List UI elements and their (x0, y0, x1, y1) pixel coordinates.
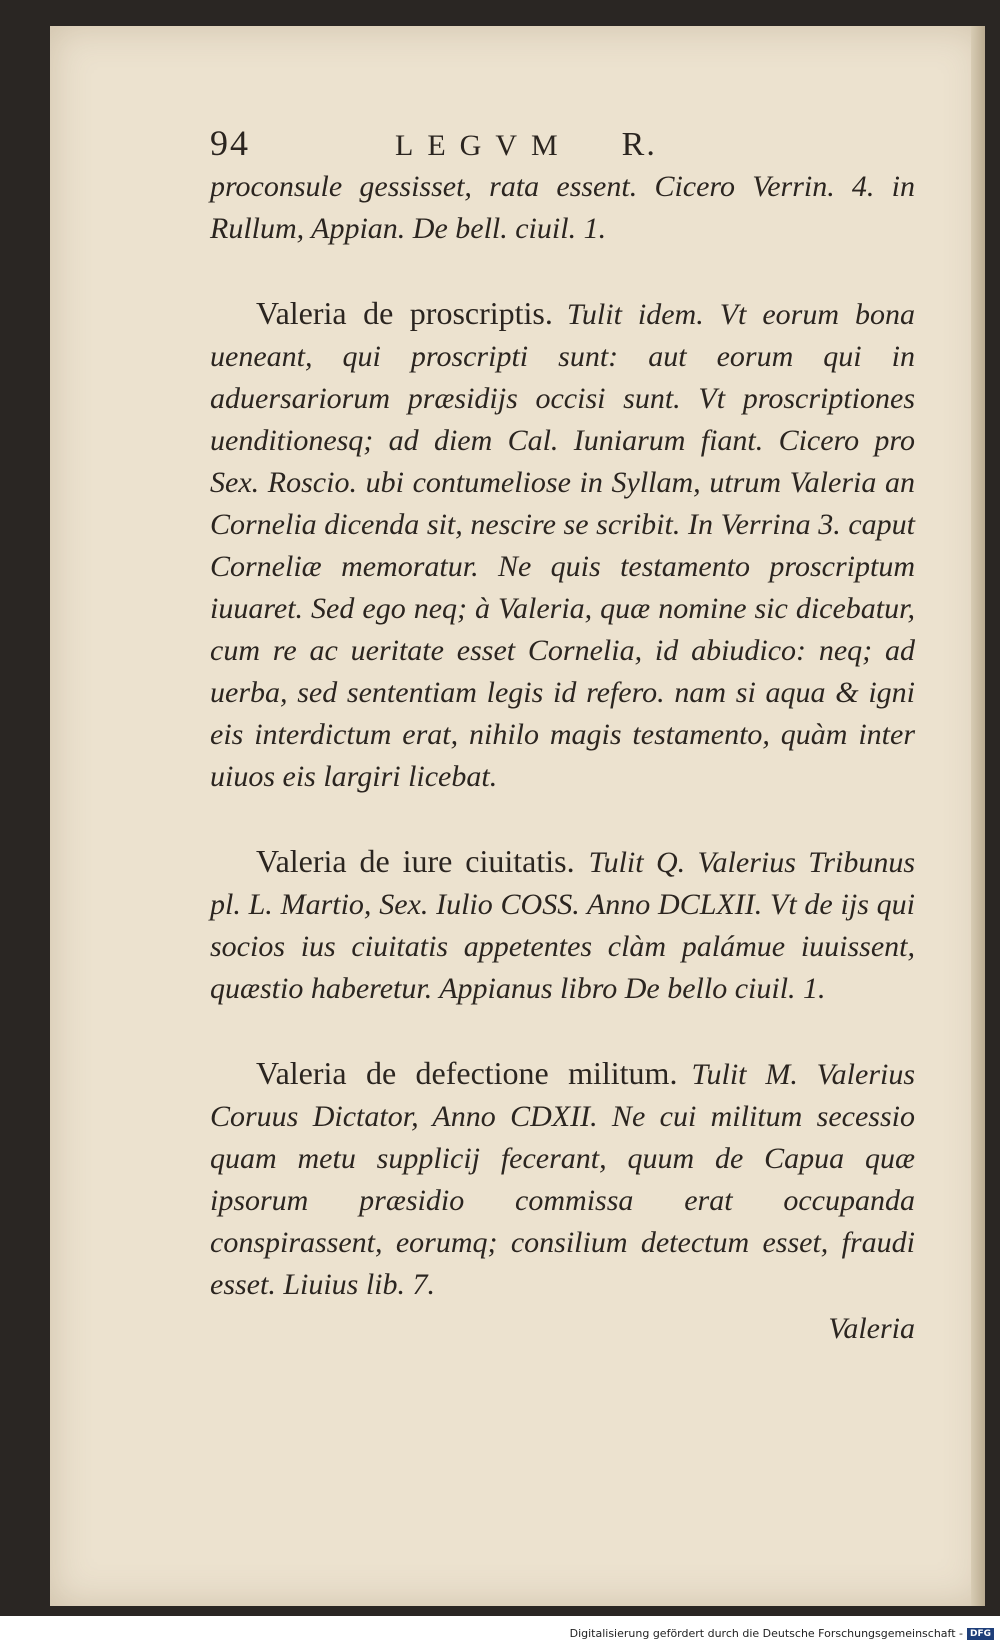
paragraph-text: Tulit idem. Vt eorum bona ueneant, qui proscripti sunt: aut eorum qui in aduersariorum præsidijs occisi sunt. Vt proscriptiones uenditionesq; ad diem Cal. Iuniarum fiant. Cicero pro Sex. Roscio. ubi contumeliose in Syllam, utrum Valeria an Cornelia dicenda sit, nescire se scribit. In Verrina 3. caput Corneliæ memoratur. Ne quis testamento proscriptum iuuaret. Sed ego neq; à Valeria, quæ nomine sic dicebatur, cum re ac ueritate esset Cornelia, id abiudico: neq; ad uerba, sed sententiam legis id refero. nam si aqua & igni eis interdictum erat, nihilo magis testamento, quàm inter uiuos eis largiri licebat. (210, 298, 916, 793)
paragraph-continuation (210, 166, 915, 250)
paragraph-spacer (210, 250, 915, 292)
paragraph-lex-valeria-proscriptis (210, 292, 915, 798)
page-number: 94 (210, 123, 250, 163)
running-title: LEGVM (395, 129, 572, 162)
page-edge (971, 26, 985, 1606)
book-page (50, 26, 985, 1606)
paragraph-spacer (210, 798, 915, 840)
catchword: Valeria (828, 1312, 915, 1345)
paragraph-lex-valeria-defectione (210, 1052, 915, 1306)
dfg-logo: DFG (967, 1628, 994, 1640)
digitization-credit (570, 1627, 994, 1640)
paragraph-text: Tulit Q. Valerius Tribunus pl. L. Martio, Sex. Iulio COSS. Anno DCLXII. Vt de ijs qui socios ius ciuitatis appetentes clàm palámue iuuissent, quæstio haberetur. Appianus libro De bello ciuil. 1. (210, 846, 915, 1005)
paragraph-lex-valeria-iure-ciuitatis (210, 840, 915, 1010)
paragraph-heading: Valeria de iure ciuitatis. (256, 843, 575, 879)
page-content (210, 122, 915, 1346)
paragraph-heading: Valeria de defectione militum. (256, 1055, 678, 1091)
running-title-letter: R. (621, 126, 657, 163)
paragraph-heading: Valeria de proscriptis. (256, 295, 553, 331)
running-head (210, 122, 915, 166)
paragraph-spacer (210, 1010, 915, 1052)
paragraph-text: Tulit M. Valerius Coruus Dictator, Anno CDXII. Ne cui militum secessio quam metu supplicij fecerant, quum de Capua quæ ipsorum præsidio commissa erat occupanda conspirassent, eorumq; consilium detectum esset, fraudi esset. Liuius lib. 7. (210, 1058, 916, 1301)
paragraph-text: proconsule gessisset, rata essent. Cicero Verrin. 4. in Rullum, Appian. De bell. ciuil. 1. (210, 170, 915, 245)
credit-text: Digitalisierung gefördert durch die Deutsche Forschungsgemeinschaft - (569, 1627, 963, 1640)
